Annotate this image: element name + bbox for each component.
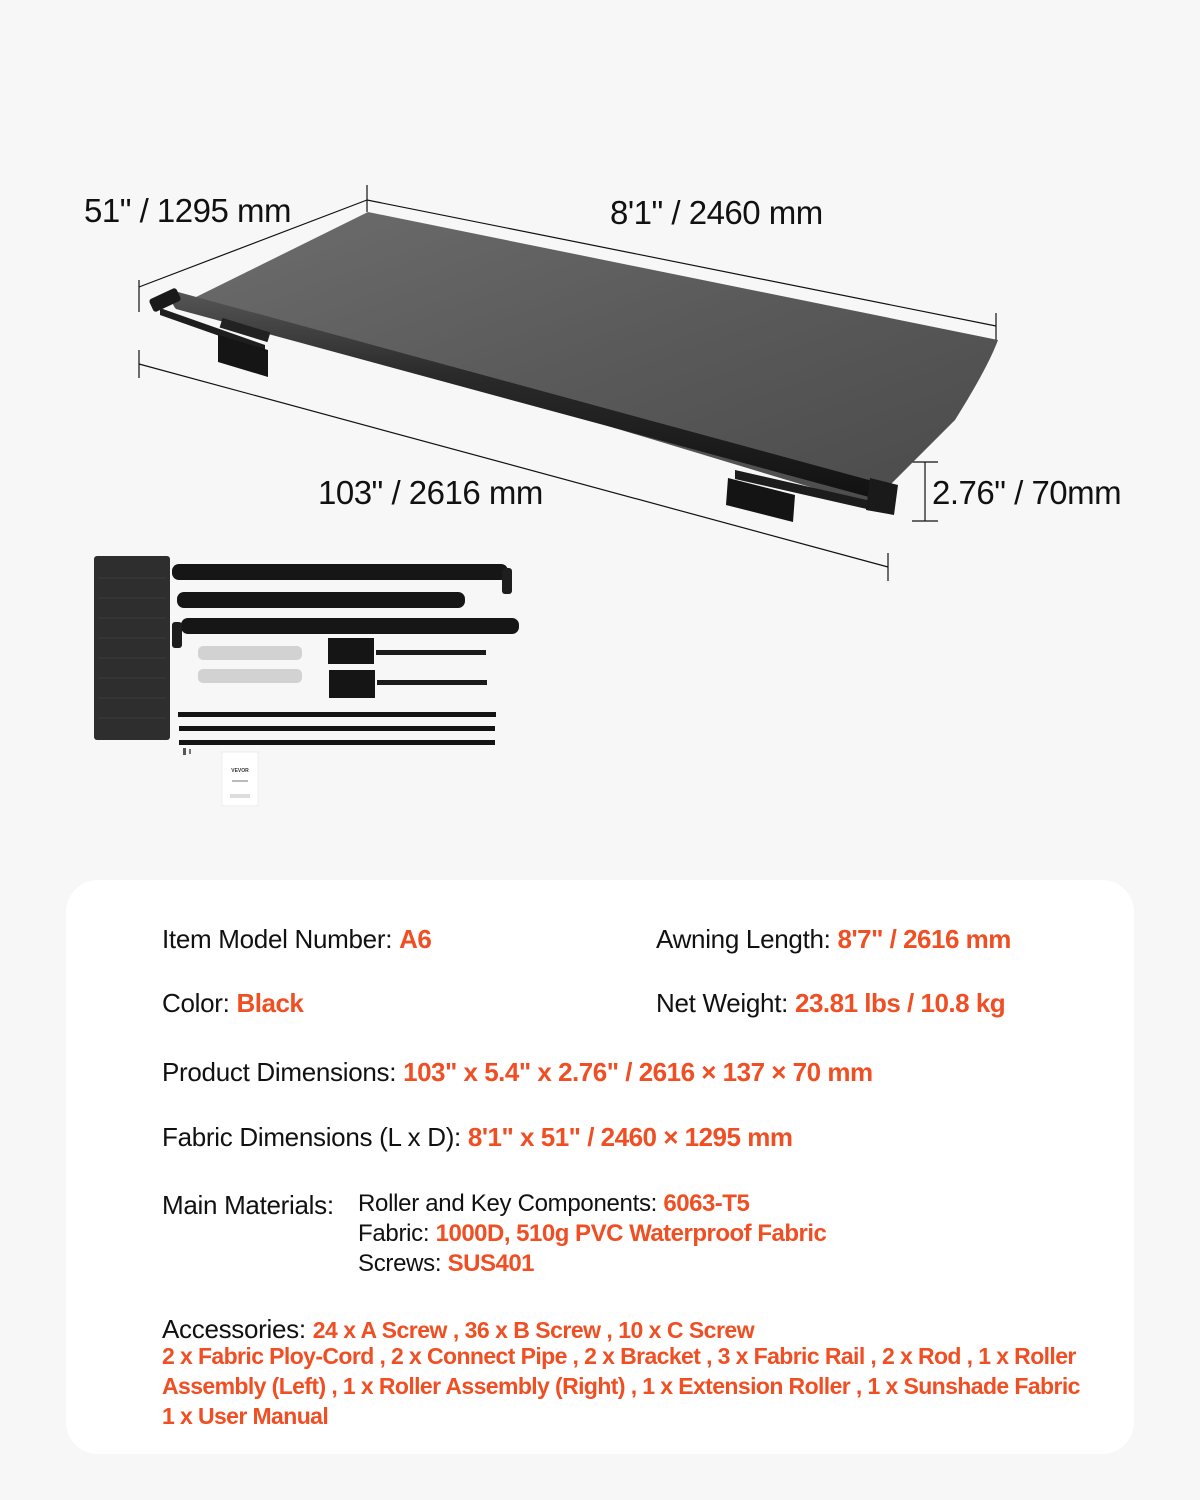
spec-model [162,924,431,955]
material-item [358,1190,749,1218]
spec-product-dimensions-value: 103" x 5.4" x 2.76" / 2616 × 137 × 70 mm [403,1057,873,1087]
accessories-line: Assembly (Left) , 1 x Roller Assembly (Right) , 1 x Extension Roller , 1 x Sunshade Fabric [162,1373,1080,1399]
accessories-line: 1 x User Manual [162,1403,329,1429]
material-screws-value: SUS401 [447,1250,535,1277]
fabric-sheet [190,212,998,505]
material-roller-value: 6063-T5 [663,1190,750,1217]
fabric-rail [178,712,496,717]
bracket [328,638,374,664]
spec-awning-length-value: 8'7" / 2616 mm [837,924,1011,954]
rod [377,680,487,685]
roller-assembly-left [172,564,508,580]
fabric-depth-label: 51" / 1295 mm [84,192,291,229]
material-fabric-label: Fabric: [358,1220,436,1247]
awning-dimension-diagram [0,0,1200,600]
fabric-rail [179,726,495,731]
rolled-fabric [94,556,170,740]
spec-fabric-dimensions [162,1122,792,1153]
spec-model-value: A6 [399,924,432,954]
screws [183,748,186,755]
spec-product-dimensions-label: Product Dimensions: [162,1057,404,1087]
spec-awning-length [656,924,1011,955]
spec-net-weight-label: Net Weight: [656,988,795,1018]
package-contents-image [88,548,528,808]
accessories-line: 2 x Fabric Ploy-Cord , 2 x Connect Pipe , 2 x Bracket , 3 x Fabric Rail , 2 x Rod , 1 x Roller [162,1343,1076,1369]
spec-accessories [162,1314,754,1345]
material-item [358,1250,534,1278]
spec-color-label: Color: [162,988,237,1018]
spec-color-value: Black [236,988,304,1018]
roller-assembly-right [181,618,519,634]
spec-fabric-dimensions-label: Fabric Dimensions (L x D): [162,1122,468,1152]
spec-product-dimensions [162,1057,873,1088]
material-item [358,1220,826,1248]
spec-main-materials-label [162,1190,334,1221]
connect-pipe [198,669,302,683]
main-materials-heading: Main Materials: [162,1190,334,1220]
fabric-rail [179,740,495,745]
connect-pipe [198,646,302,660]
material-screws-label: Screws: [358,1250,448,1277]
manual-brand-text: VEVOR [231,768,249,774]
spec-net-weight [656,988,1005,1019]
spec-model-label: Item Model Number: [162,924,400,954]
spec-net-weight-value: 23.81 lbs / 10.8 kg [794,988,1006,1018]
material-fabric-value: 1000D, 510g PVC Waterproof Fabric [435,1220,827,1247]
total-length-label: 103" / 2616 mm [318,474,543,511]
height-label: 2.76" / 70mm [932,474,1122,511]
spec-awning-length-label: Awning Length: [656,924,838,954]
spec-color [162,988,303,1019]
accessories-line: 24 x A Screw , 36 x B Screw , 10 x C Screw [312,1317,755,1343]
rod [376,650,486,655]
fabric-length-label: 8'1" / 2460 mm [610,194,823,231]
accessories-label: Accessories: [162,1314,313,1344]
extension-roller [177,592,465,608]
material-roller-label: Roller and Key Components: [358,1190,664,1217]
bracket [329,670,375,698]
spec-fabric-dimensions-value: 8'1" x 51" / 2460 × 1295 mm [467,1122,793,1152]
specifications-card [66,880,1134,1454]
